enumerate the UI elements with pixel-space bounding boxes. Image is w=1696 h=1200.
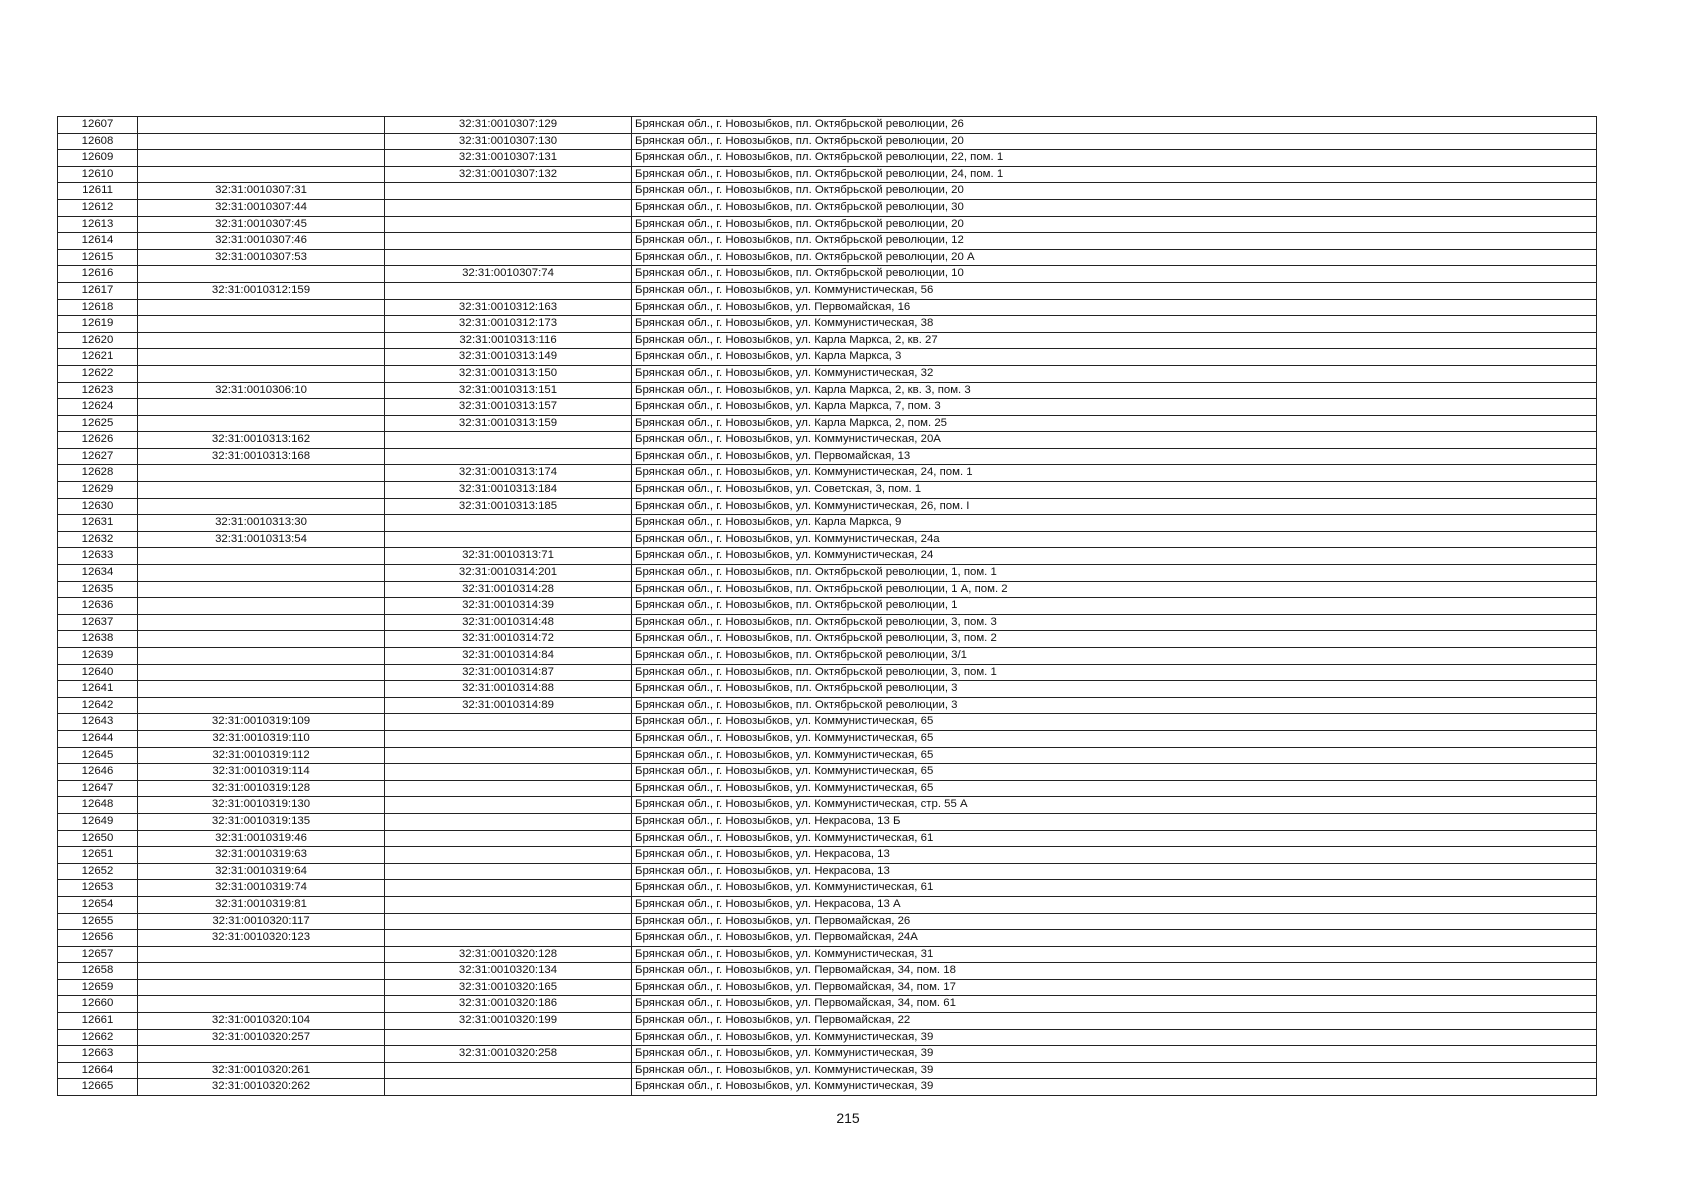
cadastral-number-1-cell: 32:31:0010319:130 (138, 797, 385, 814)
row-number-cell: 12659 (58, 979, 138, 996)
table-row (58, 979, 1597, 996)
address-cell: Брянская обл., г. Новозыбков, пл. Октябрьской революции, 10 (632, 266, 1597, 283)
table-row (58, 714, 1597, 731)
table-row (58, 1062, 1597, 1079)
row-number-cell: 12629 (58, 482, 138, 499)
row-number-cell: 12660 (58, 996, 138, 1013)
cadastral-number-2-cell (385, 432, 632, 449)
row-number-cell: 12636 (58, 598, 138, 615)
address-cell: Брянская обл., г. Новозыбков, пл. Октябрьской революции, 20 (632, 216, 1597, 233)
cadastral-number-2-cell (385, 531, 632, 548)
table-row (58, 631, 1597, 648)
row-number-cell: 12665 (58, 1079, 138, 1096)
cadastral-number-2-cell: 32:31:0010313:185 (385, 498, 632, 515)
table-row (58, 730, 1597, 747)
cadastral-number-1-cell: 32:31:0010320:123 (138, 930, 385, 947)
cadastral-number-1-cell: 32:31:0010319:109 (138, 714, 385, 731)
cadastral-number-2-cell: 32:31:0010314:39 (385, 598, 632, 615)
address-cell: Брянская обл., г. Новозыбков, пл. Октябрьской революции, 22, пом. 1 (632, 150, 1597, 167)
table-row (58, 996, 1597, 1013)
cadastral-number-1-cell (138, 681, 385, 698)
table-row (58, 233, 1597, 250)
row-number-cell: 12639 (58, 648, 138, 665)
cadastral-number-2-cell (385, 1079, 632, 1096)
cadastral-number-2-cell: 32:31:0010320:134 (385, 963, 632, 980)
cadastral-number-1-cell: 32:31:0010306:10 (138, 382, 385, 399)
row-number-cell: 12650 (58, 830, 138, 847)
table-row (58, 299, 1597, 316)
cadastral-number-1-cell: 32:31:0010319:135 (138, 813, 385, 830)
cadastral-number-1-cell: 32:31:0010320:117 (138, 913, 385, 930)
cadastral-number-1-cell: 32:31:0010313:30 (138, 515, 385, 532)
cadastral-number-1-cell: 32:31:0010319:128 (138, 780, 385, 797)
row-number-cell: 12631 (58, 515, 138, 532)
address-cell: Брянская обл., г. Новозыбков, пл. Октябрьской революции, 12 (632, 233, 1597, 250)
cadastral-number-2-cell: 32:31:0010320:165 (385, 979, 632, 996)
row-number-cell: 12611 (58, 183, 138, 200)
cadastral-number-1-cell (138, 498, 385, 515)
cadastral-number-1-cell: 32:31:0010320:262 (138, 1079, 385, 1096)
address-cell: Брянская обл., г. Новозыбков, пл. Октябрьской революции, 20 (632, 183, 1597, 200)
cadastral-number-2-cell: 32:31:0010313:151 (385, 382, 632, 399)
cadastral-number-1-cell: 32:31:0010307:53 (138, 249, 385, 266)
cadastral-number-2-cell: 32:31:0010313:71 (385, 548, 632, 565)
row-number-cell: 12646 (58, 764, 138, 781)
address-cell: Брянская обл., г. Новозыбков, ул. Советская, 3, пом. 1 (632, 482, 1597, 499)
address-cell: Брянская обл., г. Новозыбков, пл. Октябрьской революции, 3/1 (632, 648, 1597, 665)
cadastral-number-1-cell (138, 117, 385, 134)
address-cell: Брянская обл., г. Новозыбков, ул. Коммунистическая, 24а (632, 531, 1597, 548)
address-cell: Брянская обл., г. Новозыбков, пл. Октябрьской революции, 3 (632, 681, 1597, 698)
cadastral-number-1-cell (138, 482, 385, 499)
table-row (58, 913, 1597, 930)
table-row (58, 813, 1597, 830)
address-cell: Брянская обл., г. Новозыбков, ул. Коммунистическая, 39 (632, 1079, 1597, 1096)
cadastral-number-2-cell: 32:31:0010314:48 (385, 614, 632, 631)
row-number-cell: 12657 (58, 946, 138, 963)
cadastral-number-1-cell (138, 332, 385, 349)
cadastral-number-2-cell: 32:31:0010314:84 (385, 648, 632, 665)
cadastral-number-1-cell (138, 697, 385, 714)
table-row (58, 133, 1597, 150)
cadastral-number-2-cell (385, 797, 632, 814)
address-cell: Брянская обл., г. Новозыбков, ул. Коммунистическая, 24, пом. 1 (632, 465, 1597, 482)
cadastral-number-2-cell: 32:31:0010314:87 (385, 664, 632, 681)
cadastral-number-2-cell: 32:31:0010314:88 (385, 681, 632, 698)
table-row (58, 963, 1597, 980)
cadastral-number-2-cell: 32:31:0010313:116 (385, 332, 632, 349)
address-cell: Брянская обл., г. Новозыбков, ул. Карла Маркса, 9 (632, 515, 1597, 532)
cadastral-number-2-cell: 32:31:0010307:74 (385, 266, 632, 283)
cadastral-number-1-cell (138, 349, 385, 366)
table-row (58, 183, 1597, 200)
row-number-cell: 12612 (58, 199, 138, 216)
address-cell: Брянская обл., г. Новозыбков, пл. Октябрьской революции, 3 (632, 697, 1597, 714)
cadastral-number-1-cell (138, 565, 385, 582)
address-cell: Брянская обл., г. Новозыбков, ул. Карла Маркса, 2, кв. 27 (632, 332, 1597, 349)
row-number-cell: 12647 (58, 780, 138, 797)
row-number-cell: 12642 (58, 697, 138, 714)
address-cell: Брянская обл., г. Новозыбков, ул. Коммунистическая, 39 (632, 1062, 1597, 1079)
cadastral-number-2-cell (385, 930, 632, 947)
cadastral-number-2-cell: 32:31:0010314:89 (385, 697, 632, 714)
row-number-cell: 12623 (58, 382, 138, 399)
cadastral-number-1-cell (138, 963, 385, 980)
address-cell: Брянская обл., г. Новозыбков, пл. Октябрьской революции, 26 (632, 117, 1597, 134)
table-row (58, 847, 1597, 864)
cadastral-number-2-cell (385, 233, 632, 250)
cadastral-number-1-cell: 32:31:0010313:162 (138, 432, 385, 449)
table-row (58, 780, 1597, 797)
table-row (58, 415, 1597, 432)
table-row (58, 1013, 1597, 1030)
address-cell: Брянская обл., г. Новозыбков, ул. Некрасова, 13 (632, 863, 1597, 880)
address-cell: Брянская обл., г. Новозыбков, ул. Первомайская, 16 (632, 299, 1597, 316)
cadastral-number-1-cell (138, 614, 385, 631)
cadastral-number-2-cell (385, 863, 632, 880)
cadastral-number-1-cell (138, 365, 385, 382)
row-number-cell: 12654 (58, 896, 138, 913)
address-cell: Брянская обл., г. Новозыбков, ул. Коммунистическая, 61 (632, 830, 1597, 847)
row-number-cell: 12664 (58, 1062, 138, 1079)
cadastral-number-1-cell: 32:31:0010319:64 (138, 863, 385, 880)
row-number-cell: 12648 (58, 797, 138, 814)
row-number-cell: 12618 (58, 299, 138, 316)
table-row (58, 266, 1597, 283)
row-number-cell: 12614 (58, 233, 138, 250)
row-number-cell: 12640 (58, 664, 138, 681)
row-number-cell: 12638 (58, 631, 138, 648)
address-cell: Брянская обл., г. Новозыбков, ул. Коммунистическая, 31 (632, 946, 1597, 963)
table-row (58, 166, 1597, 183)
table-row (58, 199, 1597, 216)
address-cell: Брянская обл., г. Новозыбков, ул. Карла Маркса, 2, пом. 25 (632, 415, 1597, 432)
cadastral-number-1-cell (138, 1046, 385, 1063)
cadastral-number-1-cell: 32:31:0010319:63 (138, 847, 385, 864)
table-row (58, 482, 1597, 499)
cadastral-number-2-cell: 32:31:0010307:131 (385, 150, 632, 167)
row-number-cell: 12630 (58, 498, 138, 515)
row-number-cell: 12653 (58, 880, 138, 897)
cadastral-number-2-cell: 32:31:0010312:173 (385, 316, 632, 333)
row-number-cell: 12619 (58, 316, 138, 333)
address-cell: Брянская обл., г. Новозыбков, ул. Коммунистическая, 65 (632, 764, 1597, 781)
row-number-cell: 12651 (58, 847, 138, 864)
cadastral-number-1-cell (138, 581, 385, 598)
row-number-cell: 12634 (58, 565, 138, 582)
cadastral-number-1-cell (138, 399, 385, 416)
address-cell: Брянская обл., г. Новозыбков, ул. Коммунистическая, 65 (632, 714, 1597, 731)
cadastral-number-2-cell (385, 730, 632, 747)
row-number-cell: 12632 (58, 531, 138, 548)
cadastral-number-2-cell: 32:31:0010313:149 (385, 349, 632, 366)
table-row (58, 681, 1597, 698)
address-cell: Брянская обл., г. Новозыбков, ул. Коммунистическая, стр. 55 А (632, 797, 1597, 814)
row-number-cell: 12609 (58, 150, 138, 167)
cadastral-number-2-cell (385, 199, 632, 216)
cadastral-number-1-cell: 32:31:0010319:46 (138, 830, 385, 847)
cadastral-number-2-cell: 32:31:0010320:199 (385, 1013, 632, 1030)
address-cell: Брянская обл., г. Новозыбков, пл. Октябрьской революции, 30 (632, 199, 1597, 216)
row-number-cell: 12617 (58, 282, 138, 299)
address-cell: Брянская обл., г. Новозыбков, ул. Коммунистическая, 24 (632, 548, 1597, 565)
cadastral-number-1-cell (138, 548, 385, 565)
page-number: 215 (836, 1110, 860, 1126)
cadastral-number-1-cell: 32:31:0010307:31 (138, 183, 385, 200)
address-cell: Брянская обл., г. Новозыбков, ул. Коммунистическая, 20А (632, 432, 1597, 449)
cadastral-number-2-cell (385, 1062, 632, 1079)
address-cell: Брянская обл., г. Новозыбков, пл. Октябрьской революции, 1, пом. 1 (632, 565, 1597, 582)
cadastral-number-2-cell (385, 515, 632, 532)
table-row (58, 531, 1597, 548)
table-row (58, 432, 1597, 449)
row-number-cell: 12637 (58, 614, 138, 631)
table-row (58, 150, 1597, 167)
address-cell: Брянская обл., г. Новозыбков, ул. Карла Маркса, 7, пом. 3 (632, 399, 1597, 416)
cadastral-number-1-cell: 32:31:0010319:114 (138, 764, 385, 781)
table-row (58, 316, 1597, 333)
row-number-cell: 12649 (58, 813, 138, 830)
cadastral-number-1-cell: 32:31:0010307:46 (138, 233, 385, 250)
cadastral-number-2-cell: 32:31:0010312:163 (385, 299, 632, 316)
table-row (58, 565, 1597, 582)
table-row (58, 515, 1597, 532)
table-row (58, 117, 1597, 134)
cadastral-number-2-cell (385, 714, 632, 731)
cadastral-number-1-cell (138, 299, 385, 316)
table-row (58, 498, 1597, 515)
address-cell: Брянская обл., г. Новозыбков, ул. Карла Маркса, 2, кв. 3, пом. 3 (632, 382, 1597, 399)
cadastral-number-1-cell: 32:31:0010319:81 (138, 896, 385, 913)
table-row (58, 946, 1597, 963)
cadastral-number-2-cell (385, 813, 632, 830)
table-row (58, 747, 1597, 764)
cadastral-number-2-cell (385, 830, 632, 847)
cadastral-number-2-cell (385, 913, 632, 930)
cadastral-number-1-cell (138, 598, 385, 615)
address-cell: Брянская обл., г. Новозыбков, пл. Октябрьской революции, 1 А, пом. 2 (632, 581, 1597, 598)
row-number-cell: 12641 (58, 681, 138, 698)
address-cell: Брянская обл., г. Новозыбков, ул. Коммунистическая, 32 (632, 365, 1597, 382)
cadastral-number-2-cell (385, 183, 632, 200)
row-number-cell: 12656 (58, 930, 138, 947)
cadastral-number-1-cell: 32:31:0010313:168 (138, 448, 385, 465)
cadastral-number-1-cell: 32:31:0010319:74 (138, 880, 385, 897)
cadastral-number-1-cell: 32:31:0010320:104 (138, 1013, 385, 1030)
table-row (58, 216, 1597, 233)
table-row (58, 399, 1597, 416)
cadastral-number-1-cell: 32:31:0010320:261 (138, 1062, 385, 1079)
address-cell: Брянская обл., г. Новозыбков, ул. Коммунистическая, 65 (632, 730, 1597, 747)
row-number-cell: 12661 (58, 1013, 138, 1030)
address-cell: Брянская обл., г. Новозыбков, ул. Коммунистическая, 39 (632, 1029, 1597, 1046)
row-number-cell: 12621 (58, 349, 138, 366)
cadastral-number-2-cell (385, 1029, 632, 1046)
address-cell: Брянская обл., г. Новозыбков, ул. Коммунистическая, 26, пом. I (632, 498, 1597, 515)
address-cell: Брянская обл., г. Новозыбков, ул. Первомайская, 34, пом. 61 (632, 996, 1597, 1013)
address-cell: Брянская обл., г. Новозыбков, ул. Первомайская, 34, пом. 17 (632, 979, 1597, 996)
cadastral-number-2-cell (385, 764, 632, 781)
address-cell: Брянская обл., г. Новозыбков, ул. Карла Маркса, 3 (632, 349, 1597, 366)
table-row (58, 382, 1597, 399)
cadastral-number-1-cell (138, 316, 385, 333)
cadastral-number-2-cell (385, 448, 632, 465)
address-cell: Брянская обл., г. Новозыбков, ул. Коммунистическая, 65 (632, 780, 1597, 797)
cadastral-number-2-cell (385, 896, 632, 913)
cadastral-number-1-cell (138, 465, 385, 482)
row-number-cell: 12616 (58, 266, 138, 283)
table-row (58, 282, 1597, 299)
address-cell: Брянская обл., г. Новозыбков, ул. Коммунистическая, 38 (632, 316, 1597, 333)
table-row (58, 1079, 1597, 1096)
cadastral-number-2-cell (385, 747, 632, 764)
cadastral-number-2-cell (385, 780, 632, 797)
row-number-cell: 12663 (58, 1046, 138, 1063)
cadastral-number-2-cell: 32:31:0010320:186 (385, 996, 632, 1013)
table-row (58, 896, 1597, 913)
table-row (58, 863, 1597, 880)
row-number-cell: 12622 (58, 365, 138, 382)
cadastral-number-2-cell (385, 249, 632, 266)
cadastral-number-1-cell (138, 415, 385, 432)
cadastral-number-2-cell (385, 847, 632, 864)
table-row (58, 797, 1597, 814)
cadastral-number-1-cell: 32:31:0010307:44 (138, 199, 385, 216)
row-number-cell: 12620 (58, 332, 138, 349)
address-cell: Брянская обл., г. Новозыбков, пл. Октябрьской революции, 24, пом. 1 (632, 166, 1597, 183)
cadastral-number-1-cell (138, 150, 385, 167)
row-number-cell: 12658 (58, 963, 138, 980)
cadastral-number-1-cell: 32:31:0010312:159 (138, 282, 385, 299)
row-number-cell: 12635 (58, 581, 138, 598)
row-number-cell: 12613 (58, 216, 138, 233)
address-cell: Брянская обл., г. Новозыбков, пл. Октябрьской революции, 3, пом. 1 (632, 664, 1597, 681)
cadastral-number-1-cell: 32:31:0010313:54 (138, 531, 385, 548)
table-row (58, 598, 1597, 615)
row-number-cell: 12610 (58, 166, 138, 183)
cadastral-number-2-cell: 32:31:0010313:157 (385, 399, 632, 416)
cadastral-number-1-cell (138, 664, 385, 681)
row-number-cell: 12608 (58, 133, 138, 150)
cadastral-number-2-cell: 32:31:0010314:72 (385, 631, 632, 648)
row-number-cell: 12627 (58, 448, 138, 465)
address-cell: Брянская обл., г. Новозыбков, ул. Коммунистическая, 39 (632, 1046, 1597, 1063)
table-row (58, 830, 1597, 847)
address-cell: Брянская обл., г. Новозыбков, ул. Первомайская, 22 (632, 1013, 1597, 1030)
table-row (58, 764, 1597, 781)
cadastral-number-1-cell (138, 266, 385, 283)
cadastral-number-2-cell (385, 216, 632, 233)
cadastral-number-2-cell: 32:31:0010307:129 (385, 117, 632, 134)
cadastral-number-1-cell (138, 979, 385, 996)
table-row (58, 548, 1597, 565)
cadastral-number-2-cell: 32:31:0010320:128 (385, 946, 632, 963)
table-row (58, 930, 1597, 947)
cadastral-number-2-cell: 32:31:0010307:132 (385, 166, 632, 183)
table-row (58, 349, 1597, 366)
address-cell: Брянская обл., г. Новозыбков, ул. Первомайская, 13 (632, 448, 1597, 465)
cadastral-number-1-cell (138, 133, 385, 150)
cadastral-number-2-cell: 32:31:0010314:201 (385, 565, 632, 582)
cadastral-number-1-cell: 32:31:0010319:112 (138, 747, 385, 764)
cadastral-number-2-cell: 32:31:0010313:174 (385, 465, 632, 482)
row-number-cell: 12643 (58, 714, 138, 731)
address-cell: Брянская обл., г. Новозыбков, ул. Первомайская, 34, пом. 18 (632, 963, 1597, 980)
address-cell: Брянская обл., г. Новозыбков, ул. Первомайская, 26 (632, 913, 1597, 930)
table-row (58, 880, 1597, 897)
row-number-cell: 12628 (58, 465, 138, 482)
address-cell: Брянская обл., г. Новозыбков, ул. Коммунистическая, 61 (632, 880, 1597, 897)
cadastral-number-1-cell (138, 631, 385, 648)
address-cell: Брянская обл., г. Новозыбков, ул. Коммунистическая, 56 (632, 282, 1597, 299)
row-number-cell: 12644 (58, 730, 138, 747)
cadastral-number-2-cell: 32:31:0010320:258 (385, 1046, 632, 1063)
row-number-cell: 12652 (58, 863, 138, 880)
row-number-cell: 12626 (58, 432, 138, 449)
address-cell: Брянская обл., г. Новозыбков, ул. Некрасова, 13 А (632, 896, 1597, 913)
row-number-cell: 12655 (58, 913, 138, 930)
row-number-cell: 12633 (58, 548, 138, 565)
row-number-cell: 12625 (58, 415, 138, 432)
cadastral-number-2-cell: 32:31:0010313:159 (385, 415, 632, 432)
row-number-cell: 12662 (58, 1029, 138, 1046)
cadastral-number-1-cell (138, 996, 385, 1013)
table-row (58, 614, 1597, 631)
table-row (58, 365, 1597, 382)
property-registry-table (57, 116, 1597, 1096)
table-row (58, 448, 1597, 465)
cadastral-number-2-cell: 32:31:0010313:184 (385, 482, 632, 499)
address-cell: Брянская обл., г. Новозыбков, пл. Октябрьской революции, 3, пом. 3 (632, 614, 1597, 631)
table-row (58, 697, 1597, 714)
cadastral-number-2-cell: 32:31:0010307:130 (385, 133, 632, 150)
cadastral-number-1-cell: 32:31:0010307:45 (138, 216, 385, 233)
table-row (58, 664, 1597, 681)
table-row (58, 648, 1597, 665)
address-cell: Брянская обл., г. Новозыбков, пл. Октябрьской революции, 1 (632, 598, 1597, 615)
table-row (58, 1046, 1597, 1063)
address-cell: Брянская обл., г. Новозыбков, пл. Октябрьской революции, 3, пом. 2 (632, 631, 1597, 648)
address-cell: Брянская обл., г. Новозыбков, ул. Коммунистическая, 65 (632, 747, 1597, 764)
row-number-cell: 12607 (58, 117, 138, 134)
table-row (58, 249, 1597, 266)
cadastral-number-2-cell (385, 880, 632, 897)
cadastral-number-1-cell: 32:31:0010320:257 (138, 1029, 385, 1046)
row-number-cell: 12615 (58, 249, 138, 266)
cadastral-number-2-cell: 32:31:0010314:28 (385, 581, 632, 598)
cadastral-number-1-cell (138, 946, 385, 963)
table-row (58, 332, 1597, 349)
cadastral-number-1-cell (138, 166, 385, 183)
cadastral-number-2-cell: 32:31:0010313:150 (385, 365, 632, 382)
cadastral-number-1-cell (138, 648, 385, 665)
cadastral-number-2-cell (385, 282, 632, 299)
registry-table-body (58, 117, 1597, 1096)
table-row (58, 581, 1597, 598)
address-cell: Брянская обл., г. Новозыбков, пл. Октябрьской революции, 20 А (632, 249, 1597, 266)
address-cell: Брянская обл., г. Новозыбков, ул. Некрасова, 13 Б (632, 813, 1597, 830)
row-number-cell: 12645 (58, 747, 138, 764)
address-cell: Брянская обл., г. Новозыбков, пл. Октябрьской революции, 20 (632, 133, 1597, 150)
table-row (58, 1029, 1597, 1046)
address-cell: Брянская обл., г. Новозыбков, ул. Некрасова, 13 (632, 847, 1597, 864)
table-row (58, 465, 1597, 482)
cadastral-number-1-cell: 32:31:0010319:110 (138, 730, 385, 747)
address-cell: Брянская обл., г. Новозыбков, ул. Первомайская, 24А (632, 930, 1597, 947)
row-number-cell: 12624 (58, 399, 138, 416)
